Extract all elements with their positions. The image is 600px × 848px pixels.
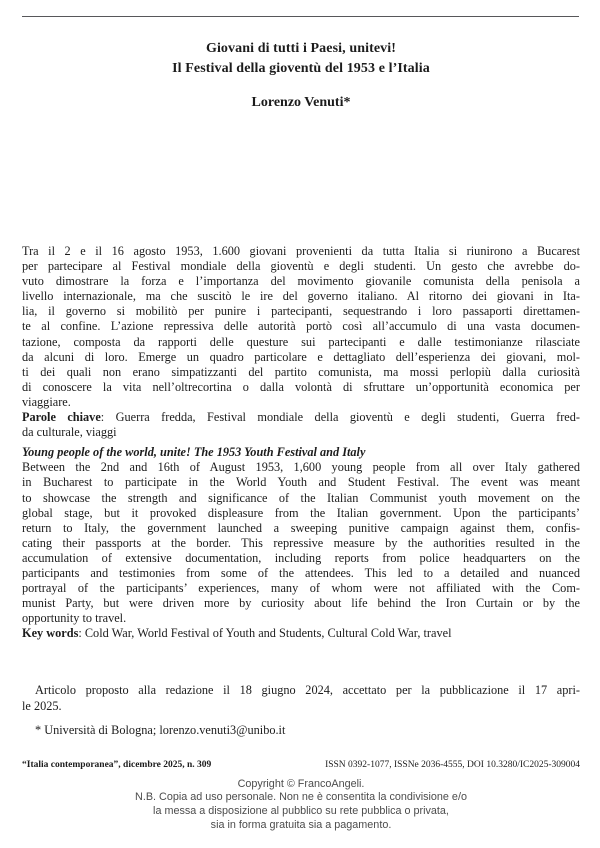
keywords-english-label: Key words — [22, 626, 79, 641]
keywords-english-text: : Cold War, World Festival of Youth and Students, Cultural Cold War, travel — [78, 626, 452, 641]
abstract-english-line: portrayal of the participants’ experiences, many of whom were not affiliated with the Com- — [22, 581, 580, 596]
submission-note — [22, 683, 580, 713]
affiliation-note: * Università di Bologna; lorenzo.venuti3@unibo.it — [35, 722, 286, 737]
abstract-italian-line: tazione, composta da rapporti delle questure sui partecipanti e dalle testimonianze rilasciate — [22, 334, 580, 349]
title-line-2: Il Festival della gioventù del 1953 e l’Italia — [172, 61, 430, 76]
abstract-english-line: Between the 2nd and 16th of August 1953, 1,600 young people from all over Italy gathered — [22, 460, 580, 475]
author-name: Lorenzo Venuti* — [251, 95, 351, 110]
abstract-italian-line: per partecipare al Festival mondiale della gioventù e degli studenti. Un gesto che avrebbe do- — [22, 259, 580, 274]
abstract-english-line: return to Italy, the government launched a sweeping punitive campaign against them, confis- — [22, 520, 580, 535]
journal-footer-line — [22, 759, 580, 771]
abstract-english-line: cating their passports at the border. This repressive measure by the authorities resulted in the — [22, 535, 580, 550]
abstract-english-line: to showcase the strength and significance of the Italian Communist youth movement on the — [22, 490, 580, 505]
abstract-english — [22, 445, 580, 641]
abstract-english-line: accumulation of extensive documentation, including reports from police headquarters on the — [22, 550, 580, 565]
title-line-1: Giovani di tutti i Paesi, unitevi! — [205, 41, 397, 56]
copyright-line: la messa a disposizione al pubblico su rete pubblica o privata, — [153, 804, 449, 817]
abstract-english-line: munist Party, but were driven more by curiosity about life behind the Iron Curtain or by the — [22, 596, 580, 611]
copyright-line: Copyright © FrancoAngeli. — [237, 777, 365, 790]
abstract-italian — [22, 244, 580, 440]
abstract-italian-line: Tra il 2 e il 16 agosto 1953, 1.600 giovani provenienti da tutta Italia si riunirono a Bucarest — [22, 244, 580, 258]
journal-citation: “Italia contemporanea”, dicembre 2025, n. 309 — [22, 759, 212, 770]
abstract-italian-line: da alcuni di loro. Emerge un quadro particolare e dettagliato dell’esperienza dei giovani, mol- — [22, 349, 580, 364]
abstract-english-last-line: opportunity to travel. — [22, 611, 127, 626]
abstract-english-line: global stage, but it provoked displeasure from the Italian government. Upon the participants’ — [22, 505, 580, 520]
copyright-line: sia in forma gratuita sia a pagamento. — [210, 818, 392, 831]
submission-note-line-1: Articolo proposto alla redazione il 18 giugno 2024, accettato per la pubblicazione il 17 apri- — [35, 683, 580, 698]
abstract-italian-line: te al confine. L’azione repressiva delle autorità portò così all’accumulo di una vasta documen- — [22, 319, 580, 334]
page-content — [0, 39, 600, 832]
abstract-italian-line: vuto dimostrare la forza e l’importanza del movimento giovanile comunista della penisola a — [22, 274, 580, 289]
abstract-english-line: participants and testimonies from some of the attendees. This led to a detailed and nuanced — [22, 565, 580, 580]
copyright-notice — [22, 778, 580, 832]
copyright-line: N.B. Copia ad uso personale. Non ne è consentita la condivisione e/o — [135, 791, 467, 804]
keywords-english — [22, 626, 580, 641]
keywords-italian-text: : Guerra fredda, Festival mondiale della gioventù e degli studenti, Guerra fred- — [100, 410, 580, 425]
abstract-italian-line: livello internazionale, ma che suscitò le ire del governo italiano. Al ritorno dei giovani in Ita- — [22, 289, 580, 304]
submission-note-line-2: le 2025. — [22, 698, 62, 713]
abstract-italian-line: lia, il governo si mobilitò per punire i partecipanti, sequestrando i loro passaporti direttamen- — [22, 304, 580, 319]
article-title — [22, 39, 580, 79]
keywords-italian-line-2: da culturale, viaggi — [22, 425, 117, 440]
top-rule — [22, 16, 579, 17]
abstract-italian-line: ti dei quali non erano simpatizzanti del partito comunista, ma mossi perlopiù dalla curiosità — [22, 364, 580, 379]
keywords-italian — [22, 410, 580, 425]
keywords-italian-label: Parole chiave — [22, 410, 101, 425]
abstract-english-line: in Bucharest to participate in the World Youth and Student Festival. The event was meant — [22, 475, 580, 490]
abstract-italian-line: di conoscere la vita nell’oltrecortina o dalla volontà di sfruttare un’opportunità economica per — [22, 379, 580, 394]
abstract-italian-last-line: viaggiare. — [22, 394, 71, 409]
english-title: Young people of the world, unite! The 1953 Youth Festival and Italy — [22, 445, 366, 460]
issn-doi: ISSN 0392-1077, ISSNe 2036-4555, DOI 10.3280/IC2025-309004 — [325, 759, 580, 770]
